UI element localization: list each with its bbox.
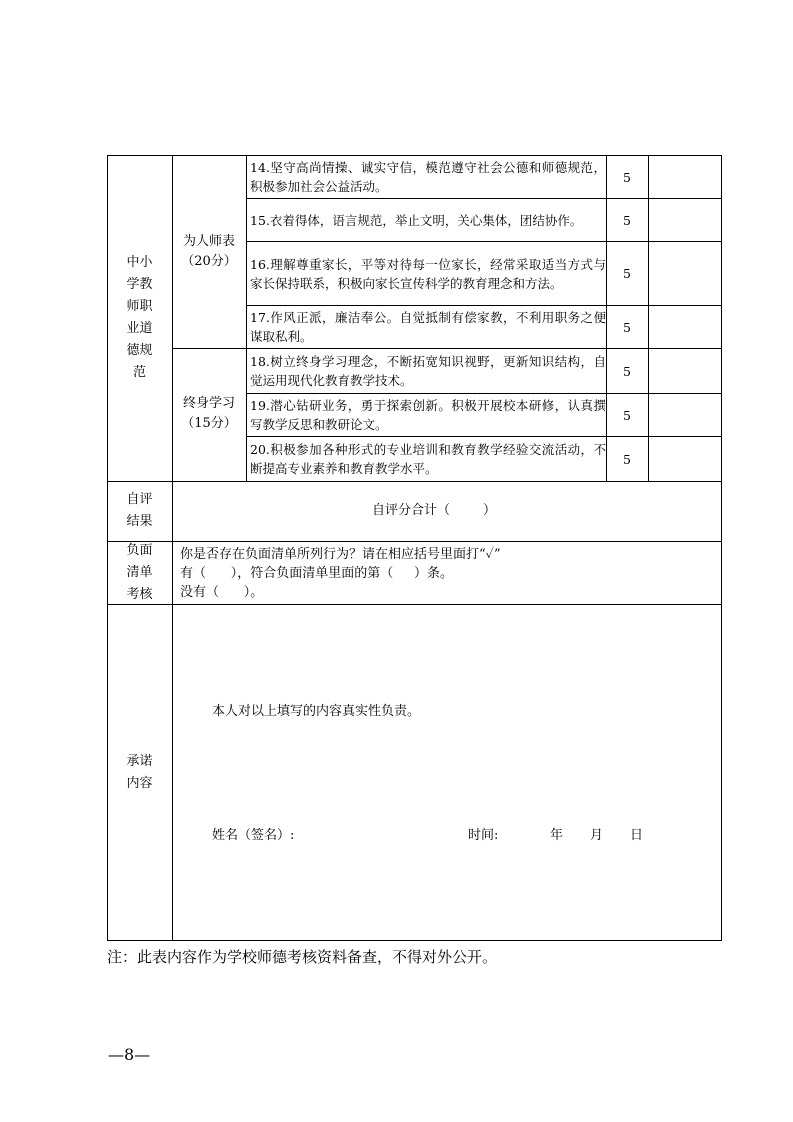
signature-label: 姓名（签名）: xyxy=(212,828,295,843)
category-cell xyxy=(107,155,172,481)
grid-line xyxy=(246,155,247,481)
negative-label: 负面清单考核 xyxy=(126,542,153,602)
item-row: 20.积极参加各种形式的专业培训和教育教学经验交流活动，不断提高专业素养和教育教学水平。 xyxy=(250,442,606,476)
self-eval-label-cell xyxy=(107,481,172,541)
time-label: 时间: xyxy=(468,828,499,843)
item-row: 18.树立终身学习理念，不断拓宽知识视野，更新知识结构，自觉运用现代化教育教学技术。 xyxy=(250,354,606,388)
pledge-label: 承诺内容 xyxy=(126,753,153,791)
category-label: 中小学教师职业道德规范 xyxy=(126,255,153,380)
grid-line xyxy=(107,541,722,542)
item-score: 5 xyxy=(623,319,631,335)
item-row: 16.理解尊重家长，平等对待每一位家长，经常采取适当方式与家长保持联系，积极向家长宣传科学的教育理念和方法。 xyxy=(250,256,606,291)
negative-no-option[interactable]: 没有（ ）。 xyxy=(180,585,264,600)
negative-yes-option[interactable]: 有（ ），符合负面清单里面的第（ ）条。 xyxy=(180,566,453,581)
pledge-label-cell xyxy=(107,604,172,941)
self-eval-label: 自评结果 xyxy=(126,492,153,529)
item-score: 5 xyxy=(623,407,631,423)
item-score: 5 xyxy=(623,169,631,185)
self-eval-total: 自评分合计（ ） xyxy=(372,503,497,518)
group-cell-2 xyxy=(172,352,246,476)
grid-line xyxy=(107,604,722,605)
item-score: 5 xyxy=(623,363,631,379)
footnote: 注：此表内容作为学校师德考核资料备查，不得对外公开。 xyxy=(107,948,498,966)
group-label: 终身学习（15分） xyxy=(181,396,237,431)
item-score: 5 xyxy=(623,212,631,228)
item-row: 19.潜心钻研业务，勇于探索创新。积极开展校本研修，认真撰写教学反思和教研论文。 xyxy=(250,398,606,432)
negative-question: 你是否存在负面清单所列行为？请在相应括号里面打“✓” xyxy=(180,547,501,562)
page-number: —8— xyxy=(108,1045,151,1064)
item-row: 17.作风正派，廉洁奉公。自觉抵制有偿家教，不利用职务之便谋取私利。 xyxy=(250,310,606,344)
day-label: 日 xyxy=(630,828,644,843)
group-label: 为人师表（20分） xyxy=(181,234,237,269)
pledge-statement: 本人对以上填写的内容真实性负责。 xyxy=(212,704,421,719)
group-cell-1 xyxy=(172,198,246,306)
negative-label-cell xyxy=(107,541,172,604)
year-label: 年 xyxy=(550,828,564,843)
item-row: 15.衣着得体，语言规范，举止文明，关心集体，团结协作。 xyxy=(250,212,583,228)
month-label: 月 xyxy=(590,828,604,843)
grid-line xyxy=(107,481,722,482)
grid-line xyxy=(648,155,649,481)
item-row: 14.坚守高尚情操、诚实守信，模范遵守社会公德和师德规范，积极参加社会公益活动。 xyxy=(250,160,606,194)
item-score: 5 xyxy=(623,266,631,281)
item-score: 5 xyxy=(623,451,631,467)
